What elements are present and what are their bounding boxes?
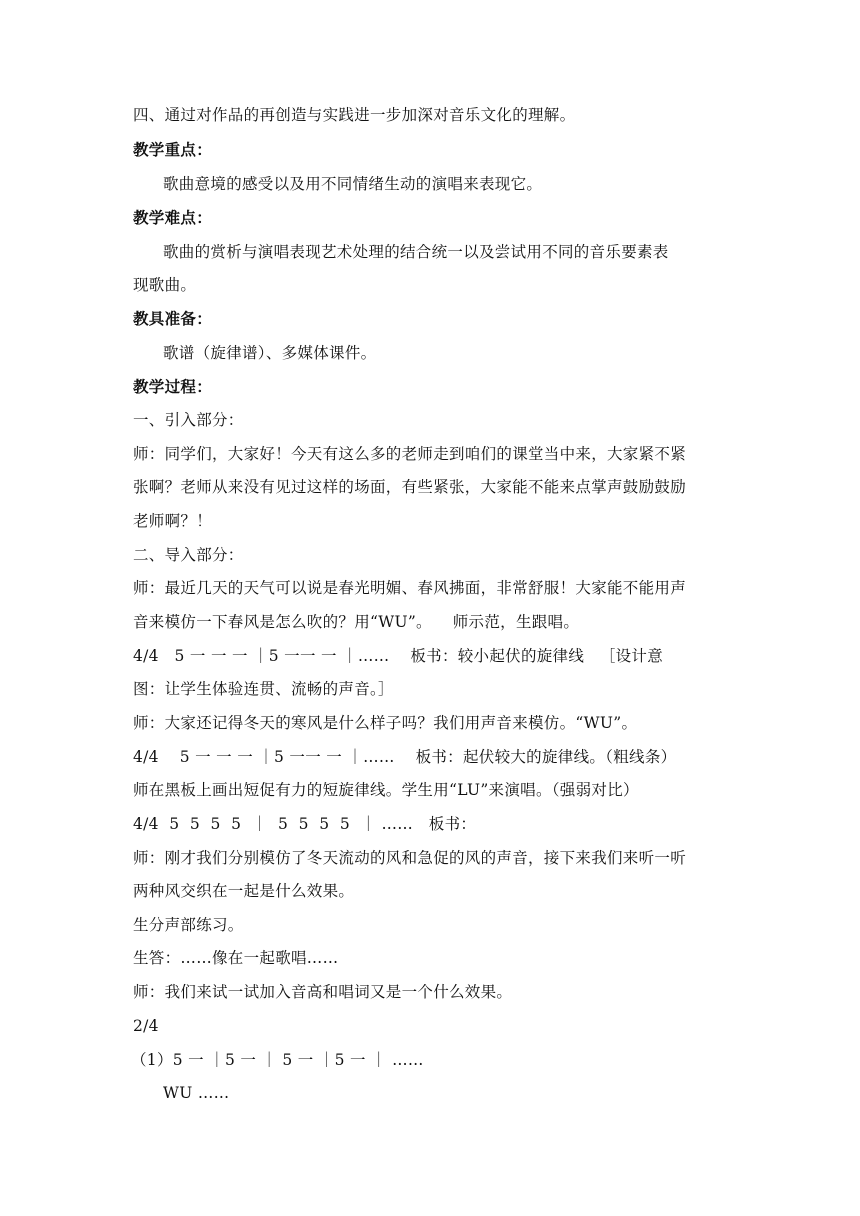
paragraph-line: 图：让学生体验连贯、流畅的声音。］ [133,680,394,698]
paragraph-line: 生答：……像在一起歌唱…… [133,949,339,967]
paragraph-line: 生分声部练习。 [133,916,244,934]
notation-line: 4/4 5 5 5 5 ｜ 5 5 5 5 ｜ …… 板书： [133,815,477,833]
paragraph-line: 师在黑板上画出短促有力的短旋律线。学生用“LU”来演唱。（强弱对比） [133,781,639,799]
heading-process: 教学过程： [133,377,213,396]
paragraph-line: 老师啊？！ [133,512,213,530]
notation-line: 4/4 5 一 一 一 ｜5 一一 一 ｜…… 板书：较小起伏的旋律线 ［设计意 [133,647,664,665]
key-points-text: 歌曲意境的感受以及用不同情绪生动的演唱来表现它。 [163,175,543,193]
time-signature: 2/4 [133,1017,159,1035]
paragraph-line: 师：同学们，大家好！今天有这么多的老师走到咱们的课堂当中来，大家紧不紧 [133,445,687,463]
paragraph-line: 两种风交织在一起是什么效果。 [133,882,355,900]
difficulties-text-line-2: 现歌曲。 [133,276,197,294]
heading-difficulties: 教学难点： [133,208,213,227]
paragraph-line: 师：最近几天的天气可以说是春光明媚、春风拂面，非常舒服！大家能不能用声 [133,579,687,597]
section-intro: 一、引入部分： [133,411,244,429]
heading-key-points: 教学重点： [133,140,213,159]
materials-text: 歌谱（旋律谱）、多媒体课件。 [163,344,377,362]
objective-four: 四、通过对作品的再创造与实践进一步加深对音乐文化的理解。 [133,106,576,124]
paragraph-line: 音来模仿一下春风是怎么吹的？用“WU”。 师示范，生跟唱。 [133,613,580,631]
section-lead-in: 二、导入部分： [133,546,244,564]
lyric-line: WU …… [163,1084,230,1102]
heading-materials: 教具准备： [133,309,213,328]
notation-line: 4/4 5 一 一 一 ｜5 一一 一 ｜…… 板书：起伏较大的旋律线。（粗线条） [133,748,677,766]
paragraph-line: 师：刚才我们分别模仿了冬天流动的风和急促的风的声音，接下来我们来听一听 [133,849,687,867]
paragraph-line: 张啊？老师从来没有见过这样的场面，有些紧张，大家能不能来点掌声鼓励鼓励 [133,478,687,496]
difficulties-text-line-1: 歌曲的赏析与演唱表现艺术处理的结合统一以及尝试用不同的音乐要素表 [163,243,669,261]
notation-line: （1）5 一 ｜5 一 ｜ 5 一 ｜5 一 ｜ …… [131,1051,424,1069]
paragraph-line: 师：大家还记得冬天的寒风是什么样子吗？我们用声音来模仿。“WU”。 [133,714,638,732]
paragraph-line: 师：我们来试一试加入音高和唱词又是一个什么效果。 [133,983,513,1001]
